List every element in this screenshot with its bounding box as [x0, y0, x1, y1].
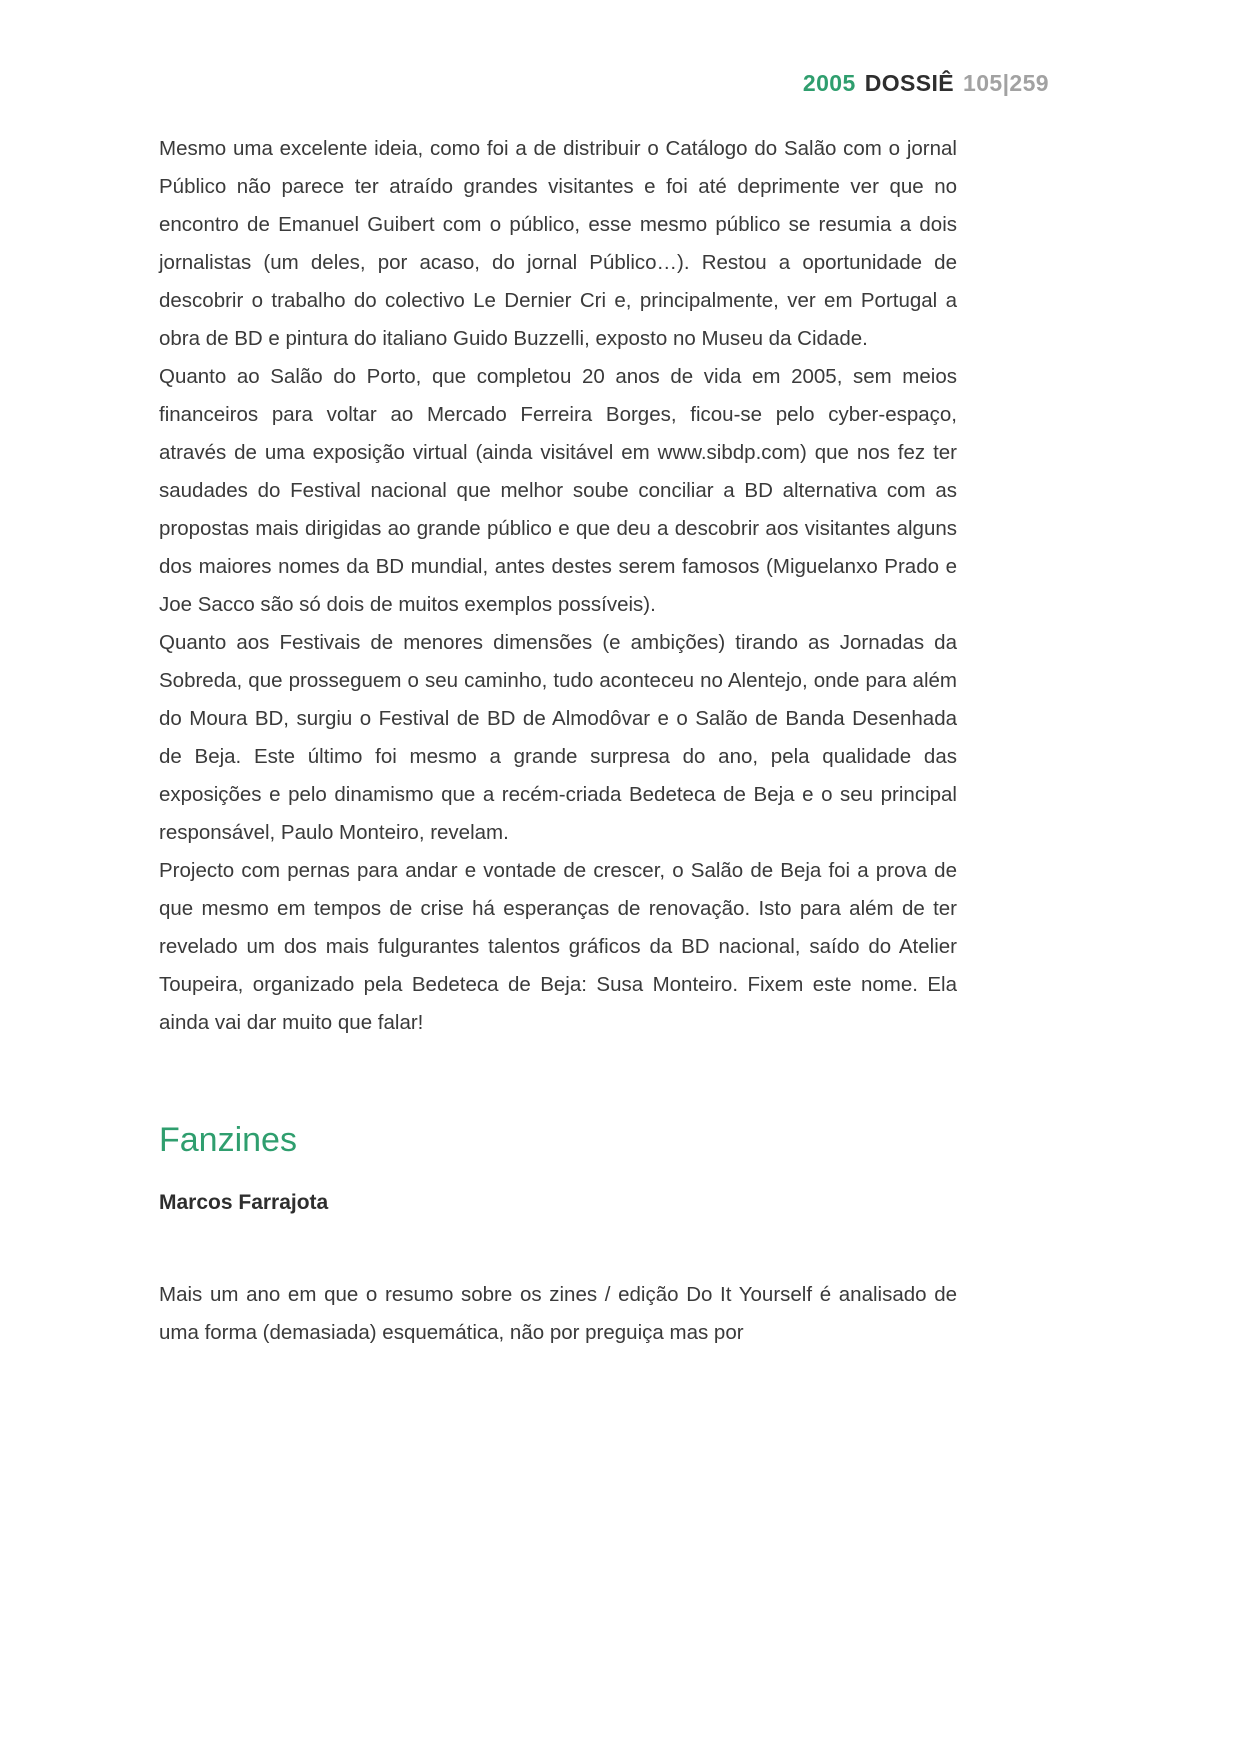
- body-paragraph-1: Mesmo uma excelente ideia, como foi a de distribuir o Catálogo do Salão com o jornal Público não parece ter atraído grandes visitantes e foi até deprimente ver que no encontro de Emanuel Guibert com o público, esse mesmo público se resumia a dois jornalistas (um deles, por acaso, do jornal Público…). Restou a oportunidade de descobrir o trabalho do colectivo Le Dernier Cri e, principalmente, ver em Portugal a obra de BD e pintura do italiano Guido Buzzelli, exposto no Museu da Cidade.: [159, 137, 957, 350]
- body-paragraph-4: Projecto com pernas para andar e vontade de crescer, o Salão de Beja foi a prova de que mesmo em tempos de crise há esperanças de renovação. Isto para além de ter revelado um dos mais fulgurantes talentos gráficos da BD nacional, saído do Atelier Toupeira, organizado pela Bedeteca de Beja: Susa Monteiro. Fixem este nome. Ela ainda vai dar muito que falar!: [159, 859, 957, 1034]
- header-page-number: 105|259: [963, 70, 1049, 96]
- header-title: DOSSIÊ: [864, 70, 955, 96]
- section-heading-fanzines: Fanzines: [159, 1121, 297, 1159]
- author-name: Marcos Farrajota: [159, 1191, 329, 1214]
- article-body: [159, 130, 957, 1352]
- header-year: 2005: [802, 70, 856, 96]
- body-paragraph-3: Quanto aos Festivais de menores dimensões (e ambições) tirando as Jornadas da Sobreda, que prosseguem o seu caminho, tudo aconteceu no Alentejo, onde para além do Moura BD, surgiu o Festival de BD de Almodôvar e o Salão de Banda Desenhada de Beja. Este último foi mesmo a grande surpresa do ano, pela qualidade das exposições e pelo dinamismo que a recém-criada Bedeteca de Beja e o seu principal responsável, Paulo Monteiro, revelam.: [159, 631, 957, 844]
- page-header: [803, 70, 1049, 97]
- body-paragraph-2: Quanto ao Salão do Porto, que completou 20 anos de vida em 2005, sem meios financeiros para voltar ao Mercado Ferreira Borges, ficou-se pelo cyber-espaço, através de uma exposição virtual (ainda visitável em www.sibdp.com) que nos fez ter saudades do Festival nacional que melhor soube conciliar a BD alternativa com as propostas mais dirigidas ao grande público e que deu a descobrir aos visitantes alguns dos maiores nomes da BD mundial, antes destes serem famosos (Miguelanxo Prado e Joe Sacco são só dois de muitos exemplos possíveis).: [159, 365, 957, 616]
- section-paragraph-1: Mais um ano em que o resumo sobre os zines / edição Do It Yourself é analisado de uma forma (demasiada) esquemática, não por preguiça mas por: [159, 1283, 957, 1344]
